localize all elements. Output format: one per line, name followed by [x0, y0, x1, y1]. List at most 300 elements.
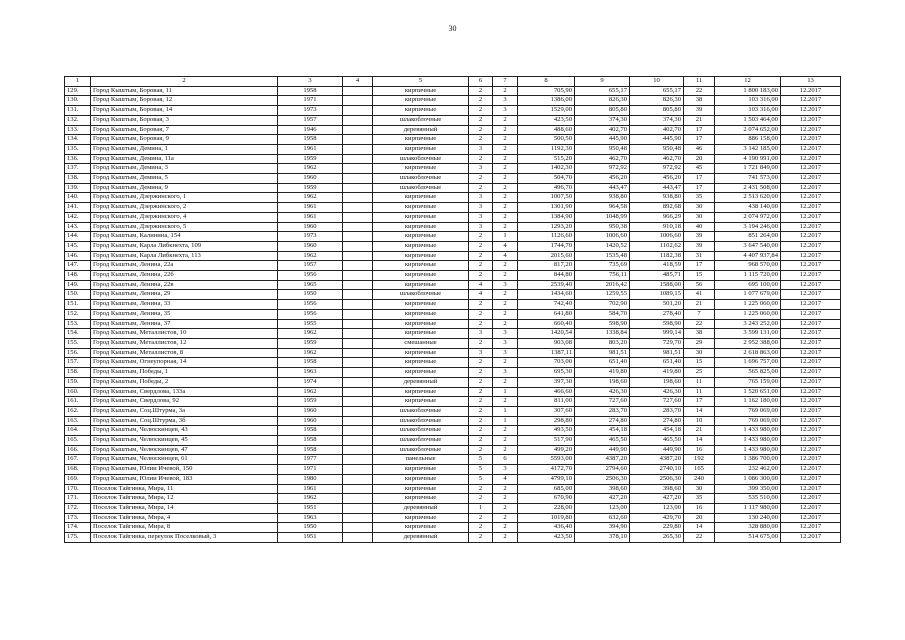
cell-col-13: 12.2017 [781, 271, 841, 281]
table-row [65, 338, 841, 348]
cell-col-12: 741 573,00 [715, 174, 781, 184]
cell-col-1: 156. [65, 348, 91, 358]
cell-col-9: 651,40 [575, 358, 630, 368]
cell-col-6: 3 [469, 164, 493, 174]
cell-col-3: 1958 [278, 86, 343, 96]
cell-col-3: 1951 [278, 503, 343, 513]
cell-col-5: кирпичные [373, 465, 469, 475]
cell-col-1: 174. [65, 523, 91, 533]
cell-col-6: 2 [469, 426, 493, 436]
table-row [65, 474, 841, 484]
cell-col-11: 14 [684, 436, 715, 446]
table-row [65, 251, 841, 261]
cell-col-3: 1955 [278, 319, 343, 329]
cell-col-11: 7 [684, 309, 715, 319]
cell-col-5: шлакоблочные [373, 115, 469, 125]
cell-col-13: 12.2017 [781, 348, 841, 358]
cell-col-4 [343, 251, 373, 261]
cell-col-1: 135. [65, 144, 91, 154]
cell-col-2: Город Кыштым, Демина, 9 [91, 183, 278, 193]
cell-col-3: 1962 [278, 348, 343, 358]
table-row [65, 309, 841, 319]
cell-col-9: 632,60 [575, 513, 630, 523]
column-header-8: 8 [518, 77, 575, 87]
column-header-3: 3 [278, 77, 343, 87]
cell-col-8: 817,20 [518, 261, 575, 271]
cell-col-8: 1386,00 [518, 96, 575, 106]
cell-col-7: 2 [493, 290, 518, 300]
cell-col-1: 139. [65, 183, 91, 193]
table-row [65, 203, 841, 213]
cell-col-10: 283,70 [630, 406, 684, 416]
cell-col-7: 2 [493, 309, 518, 319]
cell-col-3: 1963 [278, 513, 343, 523]
cell-col-12: 1 433 980,00 [715, 436, 781, 446]
cell-col-8: 493,50 [518, 426, 575, 436]
cell-col-4 [343, 271, 373, 281]
cell-col-9: 374,30 [575, 115, 630, 125]
cell-col-4 [343, 96, 373, 106]
cell-col-13: 12.2017 [781, 251, 841, 261]
cell-col-9: 398,60 [575, 484, 630, 494]
cell-col-12: 535 510,00 [715, 494, 781, 504]
cell-col-10: 1182,38 [630, 251, 684, 261]
cell-col-10: 265,30 [630, 533, 684, 543]
cell-col-12: 886 158,00 [715, 135, 781, 145]
cell-col-6: 2 [469, 377, 493, 387]
cell-col-13: 12.2017 [781, 96, 841, 106]
cell-col-3: 1961 [278, 484, 343, 494]
cell-col-4 [343, 445, 373, 455]
cell-col-6: 2 [469, 338, 493, 348]
cell-col-5: шлакоблочные [373, 436, 469, 446]
cell-col-2: Город Кыштым, Боровая, 3 [91, 115, 278, 125]
cell-col-7: 3 [493, 96, 518, 106]
cell-col-9: 735,69 [575, 261, 630, 271]
cell-col-10: 805,80 [630, 106, 684, 116]
cell-col-10: 1588,00 [630, 280, 684, 290]
cell-col-9: 445,90 [575, 135, 630, 145]
cell-col-13: 12.2017 [781, 465, 841, 475]
cell-col-8: 1529,00 [518, 106, 575, 116]
cell-col-11: 21 [684, 115, 715, 125]
cell-col-9: 805,80 [575, 106, 630, 116]
cell-col-5: кирпичные [373, 241, 469, 251]
cell-col-1: 142. [65, 212, 91, 222]
cell-col-13: 12.2017 [781, 280, 841, 290]
cell-col-2: Город Кыштым, Дзержинского, 1 [91, 193, 278, 203]
cell-col-7: 3 [493, 280, 518, 290]
cell-col-8: 228,00 [518, 503, 575, 513]
cell-col-11: 17 [684, 135, 715, 145]
header-row [65, 77, 841, 87]
cell-col-5: кирпичные [373, 261, 469, 271]
cell-col-4 [343, 503, 373, 513]
cell-col-4 [343, 387, 373, 397]
cell-col-10: 2740,10 [630, 465, 684, 475]
cell-col-7: 2 [493, 377, 518, 387]
column-header-12: 12 [715, 77, 781, 87]
cell-col-11: 39 [684, 232, 715, 242]
cell-col-8: 1744,70 [518, 241, 575, 251]
cell-col-13: 12.2017 [781, 494, 841, 504]
cell-col-12: 695 100,00 [715, 280, 781, 290]
cell-col-3: 1980 [278, 474, 343, 484]
cell-col-4 [343, 86, 373, 96]
cell-col-9: 123,00 [575, 503, 630, 513]
cell-col-5: кирпичные [373, 387, 469, 397]
cell-col-9: 727,60 [575, 397, 630, 407]
cell-col-11: 38 [684, 329, 715, 339]
cell-col-7: 2 [493, 533, 518, 543]
cell-col-4 [343, 222, 373, 232]
cell-col-6: 1 [469, 503, 493, 513]
cell-col-2: Город Кыштым, Челюскинцев, 61 [91, 455, 278, 465]
cell-col-12: 1 117 980,00 [715, 503, 781, 513]
cell-col-5: кирпичные [373, 280, 469, 290]
cell-col-2: Город Кыштым, Дзержинского, 2 [91, 203, 278, 213]
cell-col-12: 1 077 679,00 [715, 290, 781, 300]
cell-col-7: 1 [493, 387, 518, 397]
cell-col-10: 972,92 [630, 164, 684, 174]
cell-col-13: 12.2017 [781, 377, 841, 387]
cell-col-6: 3 [469, 222, 493, 232]
cell-col-2: Город Кыштым, Свердлова, 133а [91, 387, 278, 397]
cell-col-4 [343, 329, 373, 339]
cell-col-9: 198,60 [575, 377, 630, 387]
cell-col-1: 131. [65, 106, 91, 116]
cell-col-4 [343, 368, 373, 378]
cell-col-4 [343, 241, 373, 251]
cell-col-11: 20 [684, 513, 715, 523]
cell-col-12: 851 264,00 [715, 232, 781, 242]
cell-col-13: 12.2017 [781, 436, 841, 446]
cell-col-3: 1956 [278, 300, 343, 310]
cell-col-1: 140. [65, 193, 91, 203]
cell-col-13: 12.2017 [781, 397, 841, 407]
cell-col-9: 2016,42 [575, 280, 630, 290]
cell-col-10: 465,50 [630, 436, 684, 446]
cell-col-7: 2 [493, 484, 518, 494]
cell-col-12: 1 225 060,00 [715, 309, 781, 319]
cell-col-1: 150. [65, 290, 91, 300]
column-header-5: 5 [373, 77, 469, 87]
cell-col-5: смешанные [373, 338, 469, 348]
cell-col-7: 2 [493, 115, 518, 125]
cell-col-12: 232 462,00 [715, 465, 781, 475]
cell-col-7: 3 [493, 368, 518, 378]
cell-col-11: 21 [684, 426, 715, 436]
cell-col-10: 938,80 [630, 193, 684, 203]
column-header-11: 11 [684, 77, 715, 87]
cell-col-5: кирпичные [373, 513, 469, 523]
cell-col-1: 172. [65, 503, 91, 513]
cell-col-11: 165 [684, 465, 715, 475]
cell-col-6: 2 [469, 271, 493, 281]
cell-col-6: 2 [469, 523, 493, 533]
cell-col-3: 1958 [278, 135, 343, 145]
cell-col-9: 283,70 [575, 406, 630, 416]
cell-col-3: 1957 [278, 115, 343, 125]
cell-col-6: 2 [469, 86, 493, 96]
cell-col-1: 167. [65, 455, 91, 465]
cell-col-3: 1962 [278, 387, 343, 397]
cell-col-1: 160. [65, 387, 91, 397]
cell-col-5: шлакоблочные [373, 154, 469, 164]
cell-col-10: 826,30 [630, 96, 684, 106]
cell-col-5: кирпичные [373, 212, 469, 222]
cell-col-1: 158. [65, 368, 91, 378]
cell-col-8: 517,90 [518, 436, 575, 446]
cell-col-2: Город Кыштым, Челюскинцев, 47 [91, 445, 278, 455]
table-row [65, 348, 841, 358]
cell-col-9: 1338,84 [575, 329, 630, 339]
cell-col-10: 655,17 [630, 86, 684, 96]
cell-col-12: 2 074 972,00 [715, 212, 781, 222]
cell-col-1: 169. [65, 474, 91, 484]
cell-col-3: 1962 [278, 251, 343, 261]
cell-col-7: 2 [493, 154, 518, 164]
cell-col-9: 426,30 [575, 387, 630, 397]
cell-col-2: Город Кыштым, Ленина, 33 [91, 300, 278, 310]
cell-col-11: 17 [684, 397, 715, 407]
cell-col-5: кирпичные [373, 86, 469, 96]
cell-col-2: Город Кыштым, Юлии Ичевой, 150 [91, 465, 278, 475]
cell-col-13: 12.2017 [781, 358, 841, 368]
cell-col-6: 2 [469, 300, 493, 310]
cell-col-13: 12.2017 [781, 338, 841, 348]
cell-col-4 [343, 358, 373, 368]
cell-col-4 [343, 523, 373, 533]
cell-col-6: 2 [469, 319, 493, 329]
cell-col-11: 22 [684, 319, 715, 329]
cell-col-6: 2 [469, 406, 493, 416]
cell-col-4 [343, 484, 373, 494]
cell-col-2: Город Кыштым, Дзержинского, 4 [91, 212, 278, 222]
cell-col-4 [343, 416, 373, 426]
cell-col-11: 10 [684, 416, 715, 426]
table-body [65, 77, 841, 543]
cell-col-13: 12.2017 [781, 241, 841, 251]
cell-col-13: 12.2017 [781, 144, 841, 154]
cell-col-2: Город Кыштым, Карла Либкнехта, 109 [91, 241, 278, 251]
cell-col-7: 2 [493, 261, 518, 271]
cell-col-5: кирпичные [373, 144, 469, 154]
cell-col-9: 2794,60 [575, 465, 630, 475]
cell-col-2: Город Кыштым, Ленина, 35 [91, 309, 278, 319]
cell-col-12: 1 503 464,00 [715, 115, 781, 125]
cell-col-3: 1971 [278, 465, 343, 475]
table-row [65, 290, 841, 300]
cell-col-13: 12.2017 [781, 329, 841, 339]
cell-col-2: Город Кыштым, Челюскинцев, 43 [91, 426, 278, 436]
cell-col-5: кирпичные [373, 232, 469, 242]
cell-col-3: 1958 [278, 358, 343, 368]
cell-col-5: кирпичные [373, 358, 469, 368]
cell-col-3: 1950 [278, 290, 343, 300]
cell-col-11: 14 [684, 523, 715, 533]
cell-col-12: 328 880,00 [715, 523, 781, 533]
cell-col-12: 1 115 720,00 [715, 271, 781, 281]
cell-col-6: 2 [469, 261, 493, 271]
cell-col-12: 103 316,00 [715, 106, 781, 116]
cell-col-8: 703,00 [518, 358, 575, 368]
cell-col-7: 2 [493, 358, 518, 368]
cell-col-1: 171. [65, 494, 91, 504]
cell-col-11: 15 [684, 358, 715, 368]
cell-col-1: 166. [65, 445, 91, 455]
cell-col-8: 1007,50 [518, 193, 575, 203]
cell-col-13: 12.2017 [781, 309, 841, 319]
cell-col-7: 2 [493, 271, 518, 281]
cell-col-2: Поселок Тайгинка, Мира, 12 [91, 494, 278, 504]
cell-col-1: 133. [65, 125, 91, 135]
cell-col-12: 1 162 180,00 [715, 397, 781, 407]
table-row [65, 436, 841, 446]
cell-col-13: 12.2017 [781, 212, 841, 222]
cell-col-5: деревянный [373, 125, 469, 135]
cell-col-8: 1420,54 [518, 329, 575, 339]
cell-col-10: 456,20 [630, 174, 684, 184]
cell-col-9: 1048,99 [575, 212, 630, 222]
cell-col-7: 2 [493, 144, 518, 154]
cell-col-8: 504,70 [518, 174, 575, 184]
cell-col-12: 1 696 757,00 [715, 358, 781, 368]
table-row [65, 193, 841, 203]
table-row [65, 523, 841, 533]
cell-col-12: 514 675,00 [715, 533, 781, 543]
cell-col-9: 826,30 [575, 96, 630, 106]
cell-col-4 [343, 183, 373, 193]
table-row [65, 212, 841, 222]
cell-col-8: 5593,00 [518, 455, 575, 465]
cell-col-2: Город Кыштым, Металлистов, 12 [91, 338, 278, 348]
cell-col-9: 1420,52 [575, 241, 630, 251]
cell-col-4 [343, 154, 373, 164]
cell-col-10: 402,70 [630, 125, 684, 135]
cell-col-2: Город Кыштым, Боровая, 14 [91, 106, 278, 116]
cell-col-4 [343, 397, 373, 407]
cell-col-4 [343, 164, 373, 174]
cell-col-5: кирпичные [373, 319, 469, 329]
cell-col-1: 157. [65, 358, 91, 368]
cell-col-4 [343, 474, 373, 484]
cell-col-12: 3 142 185,00 [715, 144, 781, 154]
cell-col-7: 3 [493, 329, 518, 339]
cell-col-6: 5 [469, 474, 493, 484]
cell-col-7: 2 [493, 183, 518, 193]
cell-col-4 [343, 261, 373, 271]
cell-col-10: 449,90 [630, 445, 684, 455]
cell-col-2: Город Кыштым, Демина, 3 [91, 164, 278, 174]
cell-col-11: 45 [684, 164, 715, 174]
cell-col-2: Поселок Тайгинка, переулок Поселковый, 3 [91, 533, 278, 543]
cell-col-8: 1301,90 [518, 203, 575, 213]
cell-col-12: 565 825,00 [715, 368, 781, 378]
cell-col-10: 999,14 [630, 329, 684, 339]
table-row [65, 154, 841, 164]
cell-col-11: 31 [684, 251, 715, 261]
cell-col-6: 3 [469, 144, 493, 154]
cell-col-11: 38 [684, 96, 715, 106]
cell-col-1: 144. [65, 232, 91, 242]
cell-col-1: 170. [65, 484, 91, 494]
cell-col-11: 30 [684, 348, 715, 358]
cell-col-1: 165. [65, 436, 91, 446]
cell-col-1: 147. [65, 261, 91, 271]
cell-col-7: 2 [493, 135, 518, 145]
table-row [65, 164, 841, 174]
cell-col-13: 12.2017 [781, 513, 841, 523]
cell-col-3: 1962 [278, 193, 343, 203]
cell-col-1: 175. [65, 533, 91, 543]
cell-col-11: 20 [684, 154, 715, 164]
cell-col-8: 4799,10 [518, 474, 575, 484]
cell-col-5: шлакоблочные [373, 290, 469, 300]
page-number: 30 [448, 24, 457, 33]
cell-col-13: 12.2017 [781, 455, 841, 465]
cell-col-4 [343, 212, 373, 222]
cell-col-2: Город Кыштым, Боровая, 12 [91, 96, 278, 106]
cell-col-8: 423,50 [518, 115, 575, 125]
table-row [65, 358, 841, 368]
cell-col-12: 1 225 060,00 [715, 300, 781, 310]
cell-col-3: 1957 [278, 261, 343, 271]
cell-col-12: 4 190 991,00 [715, 154, 781, 164]
cell-col-3: 1956 [278, 309, 343, 319]
cell-col-12: 103 316,00 [715, 96, 781, 106]
cell-col-4 [343, 193, 373, 203]
table-row [65, 125, 841, 135]
cell-col-1: 151. [65, 300, 91, 310]
cell-col-10: 398,60 [630, 484, 684, 494]
cell-col-13: 12.2017 [781, 174, 841, 184]
cell-col-7: 2 [493, 426, 518, 436]
cell-col-10: 950,48 [630, 144, 684, 154]
cell-col-10: 1089,15 [630, 290, 684, 300]
cell-col-9: 584,70 [575, 309, 630, 319]
cell-col-8: 2015,60 [518, 251, 575, 261]
cell-col-10: 229,80 [630, 523, 684, 533]
cell-col-3: 1960 [278, 222, 343, 232]
cell-col-7: 3 [493, 465, 518, 475]
cell-col-6: 2 [469, 358, 493, 368]
table-row [65, 503, 841, 513]
table-row [65, 261, 841, 271]
cell-col-1: 146. [65, 251, 91, 261]
cell-col-9: 803,20 [575, 338, 630, 348]
cell-col-7: 2 [493, 164, 518, 174]
cell-col-2: Город Кыштым, Победы, 1 [91, 368, 278, 378]
cell-col-3: 1959 [278, 397, 343, 407]
cell-col-11: 40 [684, 222, 715, 232]
cell-col-3: 1974 [278, 377, 343, 387]
cell-col-12: 1 520 651,00 [715, 387, 781, 397]
cell-col-8: 436,40 [518, 523, 575, 533]
cell-col-8: 1192,30 [518, 144, 575, 154]
cell-col-10: 501,20 [630, 300, 684, 310]
cell-col-8: 670,90 [518, 494, 575, 504]
cell-col-10: 651,40 [630, 358, 684, 368]
cell-col-2: Поселок Тайгинка, Мира, 11 [91, 484, 278, 494]
cell-col-6: 2 [469, 241, 493, 251]
cell-col-4 [343, 377, 373, 387]
cell-col-11: 21 [684, 300, 715, 310]
cell-col-11: 17 [684, 183, 715, 193]
cell-col-10: 966,29 [630, 212, 684, 222]
cell-col-13: 12.2017 [781, 203, 841, 213]
cell-col-4 [343, 174, 373, 184]
